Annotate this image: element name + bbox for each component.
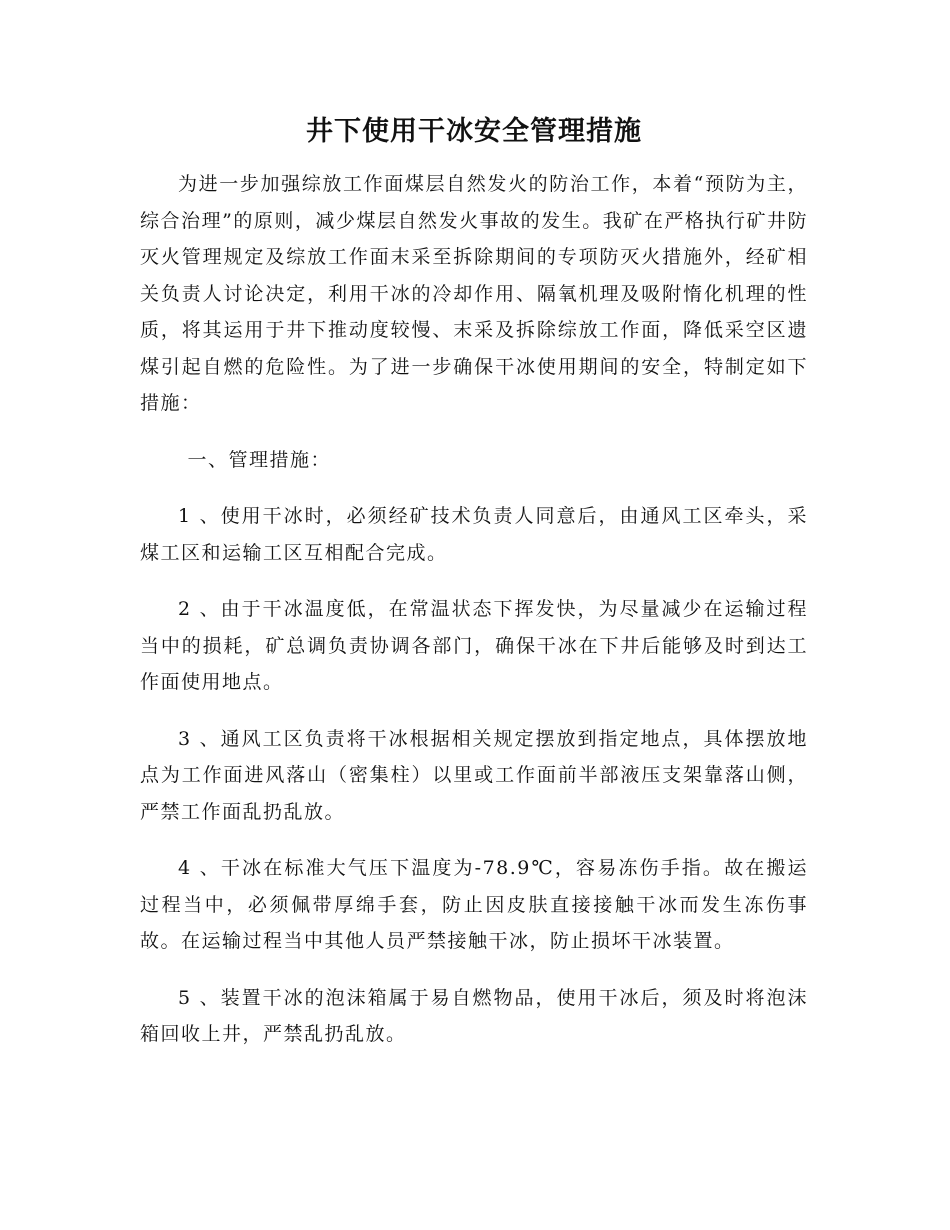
intro-paragraph: 为进一步加强综放工作面煤层自然发火的防治工作，本着“预防为主，综合治理”的原则，减少煤层自然发火事故的发生。我矿在严格执行矿井防灭火管理规定及综放工作面末采至拆除期间的专项防灭火措施外，经矿相关负责人讨论决定，利用干冰的冷却作用、隔氧机理及吸附惰化机理的性质，将其运用于井下推动度较慢、末采及拆除综放工作面，降低采空区遗煤引起自燃的危险性。为了进一步确保干冰使用期间的安全，特制定如下措施：: [140, 173, 808, 414]
measure-item-5: 5 、装置干冰的泡沫箱属于易自燃物品，使用干冰后，须及时将泡沫箱回收上井，严禁乱扔乱放。: [140, 986, 808, 1045]
measure-item-1: 1 、使用干冰时，必须经矿技术负责人同意后，由通风工区牵头，采煤工区和运输工区互相配合完成。: [140, 505, 808, 564]
document-title: 井下使用干冰安全管理措施: [306, 116, 642, 147]
measure-item-4: 4 、干冰在标准大气压下温度为-78.9℃，容易冻伤手指。故在搬运过程当中，必须佩带厚绵手套，防止因皮肤直接接触干冰而发生冻伤事故。在运输过程当中其他人员严禁接触干冰，防止损坏干冰装置。: [140, 857, 808, 952]
document-body: [140, 112, 808, 1053]
measure-item-2: 2 、由于干冰温度低，在常温状态下挥发快，为尽量减少在运输过程当中的损耗，矿总调负责协调各部门，确保干冰在下井后能够及时到达工作面使用地点。: [140, 598, 808, 693]
section-heading-management: 一、管理措施：: [187, 448, 332, 471]
measure-item-3: 3 、通风工区负责将干冰根据相关规定摆放到指定地点，具体摆放地点为工作面进风落山（密集柱）以里或工作面前半部液压支架靠落山侧，严禁工作面乱扔乱放。: [140, 727, 808, 823]
